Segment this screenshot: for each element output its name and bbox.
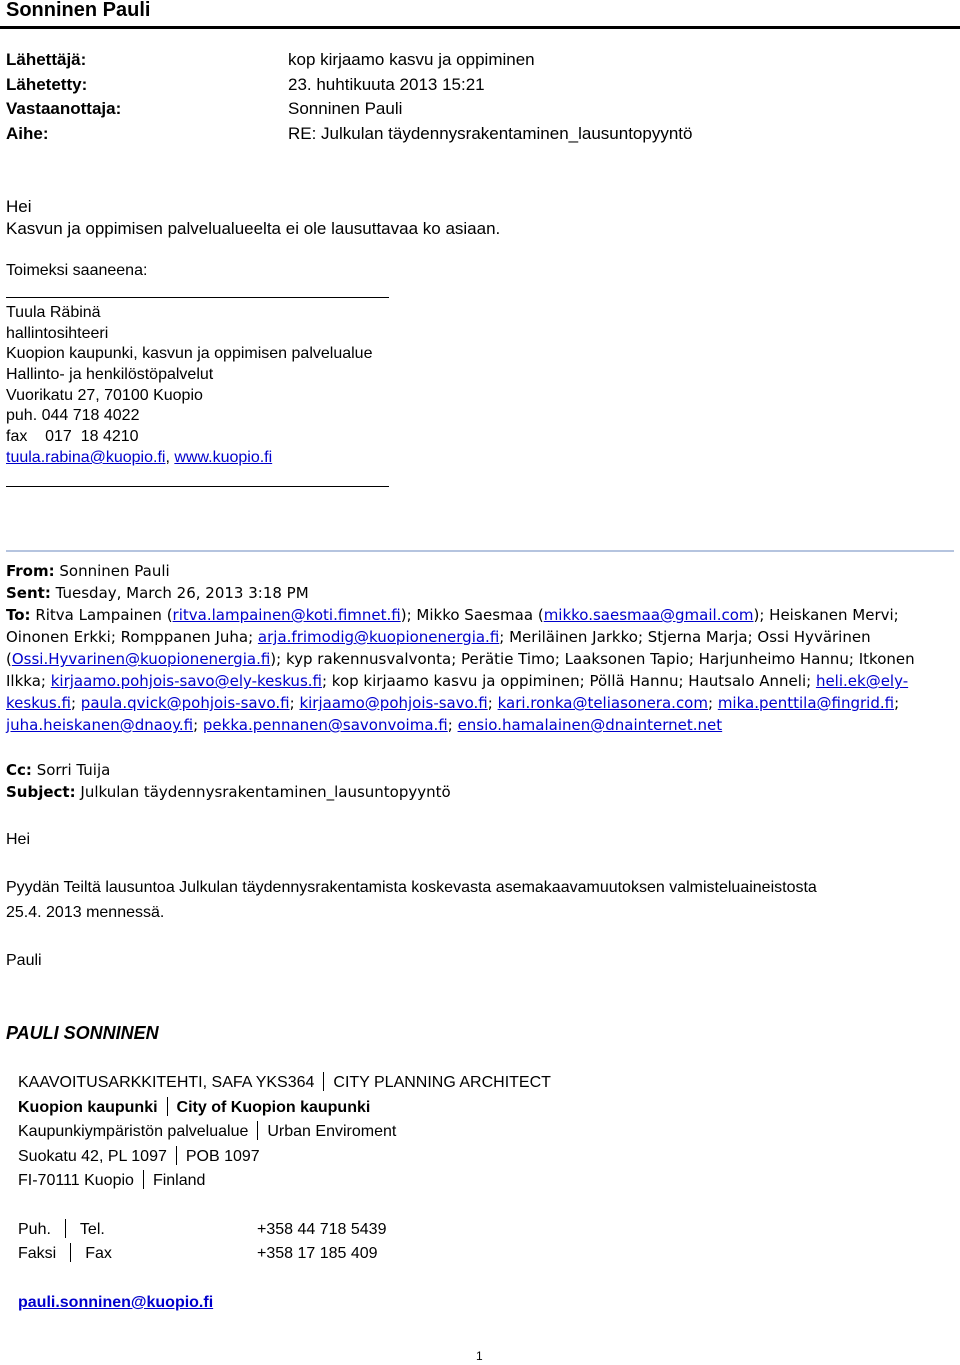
recipient-text: ;	[289, 694, 300, 712]
header-subject-label: Aihe:	[6, 124, 49, 143]
message-sign: Pauli	[6, 952, 42, 969]
forward-from-value: Sonninen Pauli	[59, 562, 170, 580]
signature-email-link[interactable]: tuula.rabina@kuopio.fi	[6, 449, 166, 466]
dept-fi: Kaupunkiympäristön palvelualue	[18, 1123, 249, 1140]
recipient-text: Ritva Lampainen (	[35, 606, 173, 624]
recipient-email-link[interactable]: kirjaamo.pohjois-savo@ely-keskus.fi	[50, 672, 322, 690]
forward-subject-label: Subject:	[6, 783, 76, 801]
country: Finland	[152, 1172, 206, 1189]
separator	[257, 1121, 258, 1140]
recipient-email-link[interactable]: mikko.saesmaa@gmail.com	[543, 606, 754, 624]
signature-role: hallintosihteeri	[6, 325, 109, 342]
message-line-1: Pyydän Teiltä lausuntoa Julkulan täydennysrakentamista koskevasta asemakaavamuutoksen valmisteluaineistosta	[6, 879, 817, 896]
org-fi: Kuopion kaupunki	[18, 1099, 158, 1116]
forward-to-label: To:	[6, 606, 31, 624]
recipient-text: ;	[707, 694, 718, 712]
fax-en: Fax	[85, 1245, 112, 1262]
recipient-email-link[interactable]: ritva.lampainen@koti.fimnet.fi	[172, 606, 401, 624]
recipient-text: ; kop kirjaamo kasvu ja oppiminen; Pöllä Hannu; Hautsalo Anneli;	[321, 672, 816, 690]
signature-links	[6, 447, 272, 468]
header-sent-label: Lähetetty:	[6, 75, 88, 94]
separator	[70, 1243, 71, 1262]
recipient-text: ); Mikko Saesmaa (	[400, 606, 544, 624]
signature-card-title	[18, 1071, 551, 1095]
signature-card-street	[18, 1145, 260, 1169]
forward-cc	[6, 759, 110, 781]
title-divider	[0, 26, 960, 29]
title-fi: KAAVOITUSARKKITEHTI, SAFA YKS364	[18, 1074, 315, 1091]
recipient-text: ); Heiskanen Mervi; Oinonen Erkki; Romppanen Juha;	[6, 606, 899, 646]
street-en: POB 1097	[185, 1148, 260, 1165]
recipient-email-link[interactable]: paula.qvick@pohjois-savo.fi	[80, 694, 290, 712]
dept-en: Urban Enviroment	[267, 1123, 397, 1140]
page-number: 1	[476, 1349, 483, 1363]
signature-card-dept	[18, 1120, 396, 1144]
recipient-email-link[interactable]: pekka.pennanen@savonvoima.fi	[202, 716, 448, 734]
recipient-text: ); kyp rakennusvalvonta; Perätie Timo; Laaksonen Tapio; Harjunheimo Hannu; Itkonen Ilkka;	[6, 650, 915, 690]
signature-bottom-rule	[6, 486, 389, 487]
signature-card-org	[18, 1096, 370, 1120]
org-en: City of Kuopion kaupunki	[176, 1099, 371, 1116]
message-line-2: 25.4. 2013 mennessä.	[6, 904, 165, 921]
signature-card-name: PAULI SONNINEN	[6, 1023, 159, 1043]
forward-sent-value: Tuesday, March 26, 2013 3:18 PM	[55, 584, 309, 602]
signature-card-phone-labels	[18, 1218, 105, 1242]
recipient-email-link[interactable]: heli.ek@ely-keskus.fi	[6, 672, 909, 712]
forward-to-recipients	[6, 606, 915, 734]
reply-closing: Toimeksi saaneena:	[6, 262, 148, 279]
recipient-email-link[interactable]: Ossi.Hyvarinen@kuopionenergia.fi	[11, 650, 271, 668]
signature-fax: fax 017 18 4210	[6, 428, 139, 445]
signature-top-rule	[6, 297, 389, 298]
title-en: CITY PLANNING ARCHITECT	[333, 1074, 551, 1091]
recipient-text: ;	[70, 694, 81, 712]
forward-subject	[6, 781, 451, 803]
reply-greeting: Hei	[6, 197, 32, 216]
signature-name: Tuula Räbinä	[6, 304, 101, 321]
signature-link-separator: ,	[165, 449, 175, 466]
phone-fi: Puh.	[18, 1221, 51, 1238]
fax-fi: Faksi	[18, 1245, 57, 1262]
forward-cc-value: Sorri Tuija	[36, 761, 111, 779]
page-title: Sonninen Pauli	[6, 0, 151, 21]
message-greeting: Hei	[6, 831, 31, 848]
header-subject-value: RE: Julkulan täydennysrakentaminen_lausuntopyyntö	[288, 124, 693, 143]
forward-sent-label: Sent:	[6, 584, 51, 602]
separator	[65, 1219, 66, 1238]
signature-web-link[interactable]: www.kuopio.fi	[174, 449, 273, 466]
recipient-text: ;	[193, 716, 203, 734]
recipient-text: ;	[447, 716, 458, 734]
header-sent-value: 23. huhtikuuta 2013 15:21	[288, 75, 485, 94]
forward-to	[6, 604, 941, 736]
reply-line: Kasvun ja oppimisen palvelualueelta ei ole lausuttavaa ko asiaan.	[6, 219, 501, 238]
recipient-email-link[interactable]: kirjaamo@pohjois-savo.fi	[299, 694, 488, 712]
signature-card-email-row	[18, 1291, 213, 1315]
separator	[167, 1097, 168, 1116]
recipient-email-link[interactable]: kari.ronka@teliasonera.com	[497, 694, 708, 712]
recipient-text: ;	[894, 694, 900, 712]
header-sender-value: kop kirjaamo kasvu ja oppiminen	[288, 50, 535, 69]
phone-en: Tel.	[79, 1221, 105, 1238]
forward-from	[6, 560, 170, 582]
recipient-email-link[interactable]: mika.penttila@fingrid.fi	[717, 694, 895, 712]
forward-sent	[6, 582, 309, 604]
recipient-text: ;	[487, 694, 498, 712]
header-recipient-label: Vastaanottaja:	[6, 99, 122, 118]
postal: FI-70111 Kuopio	[18, 1172, 134, 1189]
recipient-text: ; Meriläinen Jarkko; Stjerna Marja; Ossi Hyvärinen (	[6, 628, 871, 668]
recipient-email-link[interactable]: juha.heiskanen@dnaoy.fi	[6, 716, 194, 734]
recipient-email-link[interactable]: arja.frimodig@kuopionenergia.fi	[257, 628, 500, 646]
signature-card-fax: +358 17 185 409	[257, 1245, 378, 1262]
street-fi: Suokatu 42, PL 1097	[18, 1148, 167, 1165]
header-sender-label: Lähettäjä:	[6, 50, 87, 69]
separator	[323, 1072, 324, 1091]
forward-divider	[6, 550, 954, 552]
signature-phone: puh. 044 718 4022	[6, 407, 140, 424]
forward-subject-value: Julkulan täydennysrakentaminen_lausuntopyyntö	[80, 783, 451, 801]
header-recipient-value: Sonninen Pauli	[288, 99, 403, 118]
signature-org: Kuopion kaupunki, kasvun ja oppimisen palvelualue	[6, 345, 373, 362]
recipient-email-link[interactable]: ensio.hamalainen@dnainternet.net	[457, 716, 723, 734]
separator	[176, 1146, 177, 1165]
signature-card-postal	[18, 1169, 205, 1193]
signature-card-email-link[interactable]: pauli.sonninen@kuopio.fi	[18, 1294, 214, 1311]
separator	[143, 1170, 144, 1189]
forward-from-label: From:	[6, 562, 55, 580]
signature-unit: Hallinto- ja henkilöstöpalvelut	[6, 366, 214, 383]
signature-card-phone: +358 44 718 5439	[257, 1221, 387, 1238]
forward-cc-label: Cc:	[6, 761, 32, 779]
signature-address: Vuorikatu 27, 70100 Kuopio	[6, 387, 203, 404]
signature-card-fax-labels	[18, 1242, 112, 1266]
